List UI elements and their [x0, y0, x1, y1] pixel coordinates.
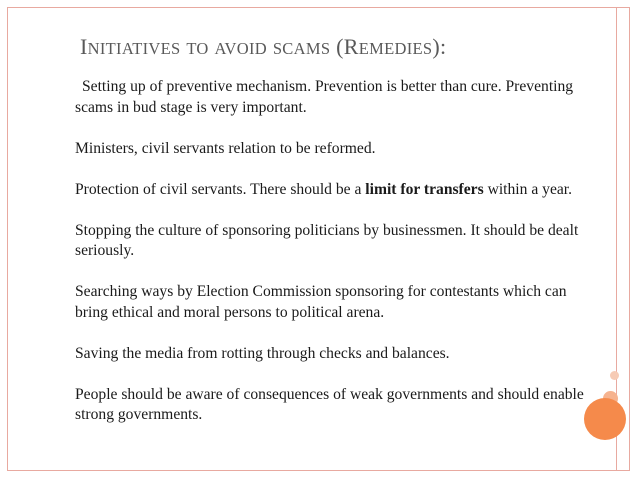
paragraph-1-text: Setting up of preventive mechanism. Prevention is better than cure. Preventing scams in bud stage is very important.	[75, 78, 574, 116]
paragraph-2	[75, 139, 585, 160]
paragraph-4	[75, 221, 585, 262]
paragraph-7	[75, 385, 585, 426]
decorative-circle-small	[610, 371, 619, 380]
paragraph-7-text: People should be aware of consequences of weak governments and should enable strong governments.	[75, 385, 584, 423]
paragraph-5-text: Searching ways by Election Commission sponsoring for contestants which can bring ethical and moral persons to political arena.	[75, 283, 567, 321]
paragraph-3-text: Protection of civil servants. There should be a	[75, 180, 366, 198]
paragraph-3-emphasis: limit for transfers	[365, 180, 484, 198]
slide-content	[75, 77, 585, 446]
paragraph-3-text-end: within a year.	[483, 180, 573, 198]
slide-title	[80, 34, 580, 60]
paragraph-6-text: Saving the media from rotting through checks and balances.	[75, 344, 450, 362]
slide-title-text: INITIATIVES TO AVOID SCAMS (REMEDIES):	[80, 34, 447, 59]
paragraph-4-text: Stopping the culture of sponsoring politicians by businessmen. It should be dealt seriously.	[75, 221, 579, 259]
paragraph-6	[75, 344, 585, 365]
paragraph-5	[75, 282, 585, 323]
paragraph-2-text: Ministers, civil servants relation to be reformed.	[75, 139, 376, 157]
paragraph-3	[75, 180, 585, 201]
paragraph-1	[75, 77, 585, 118]
decorative-circle-large	[584, 398, 626, 440]
